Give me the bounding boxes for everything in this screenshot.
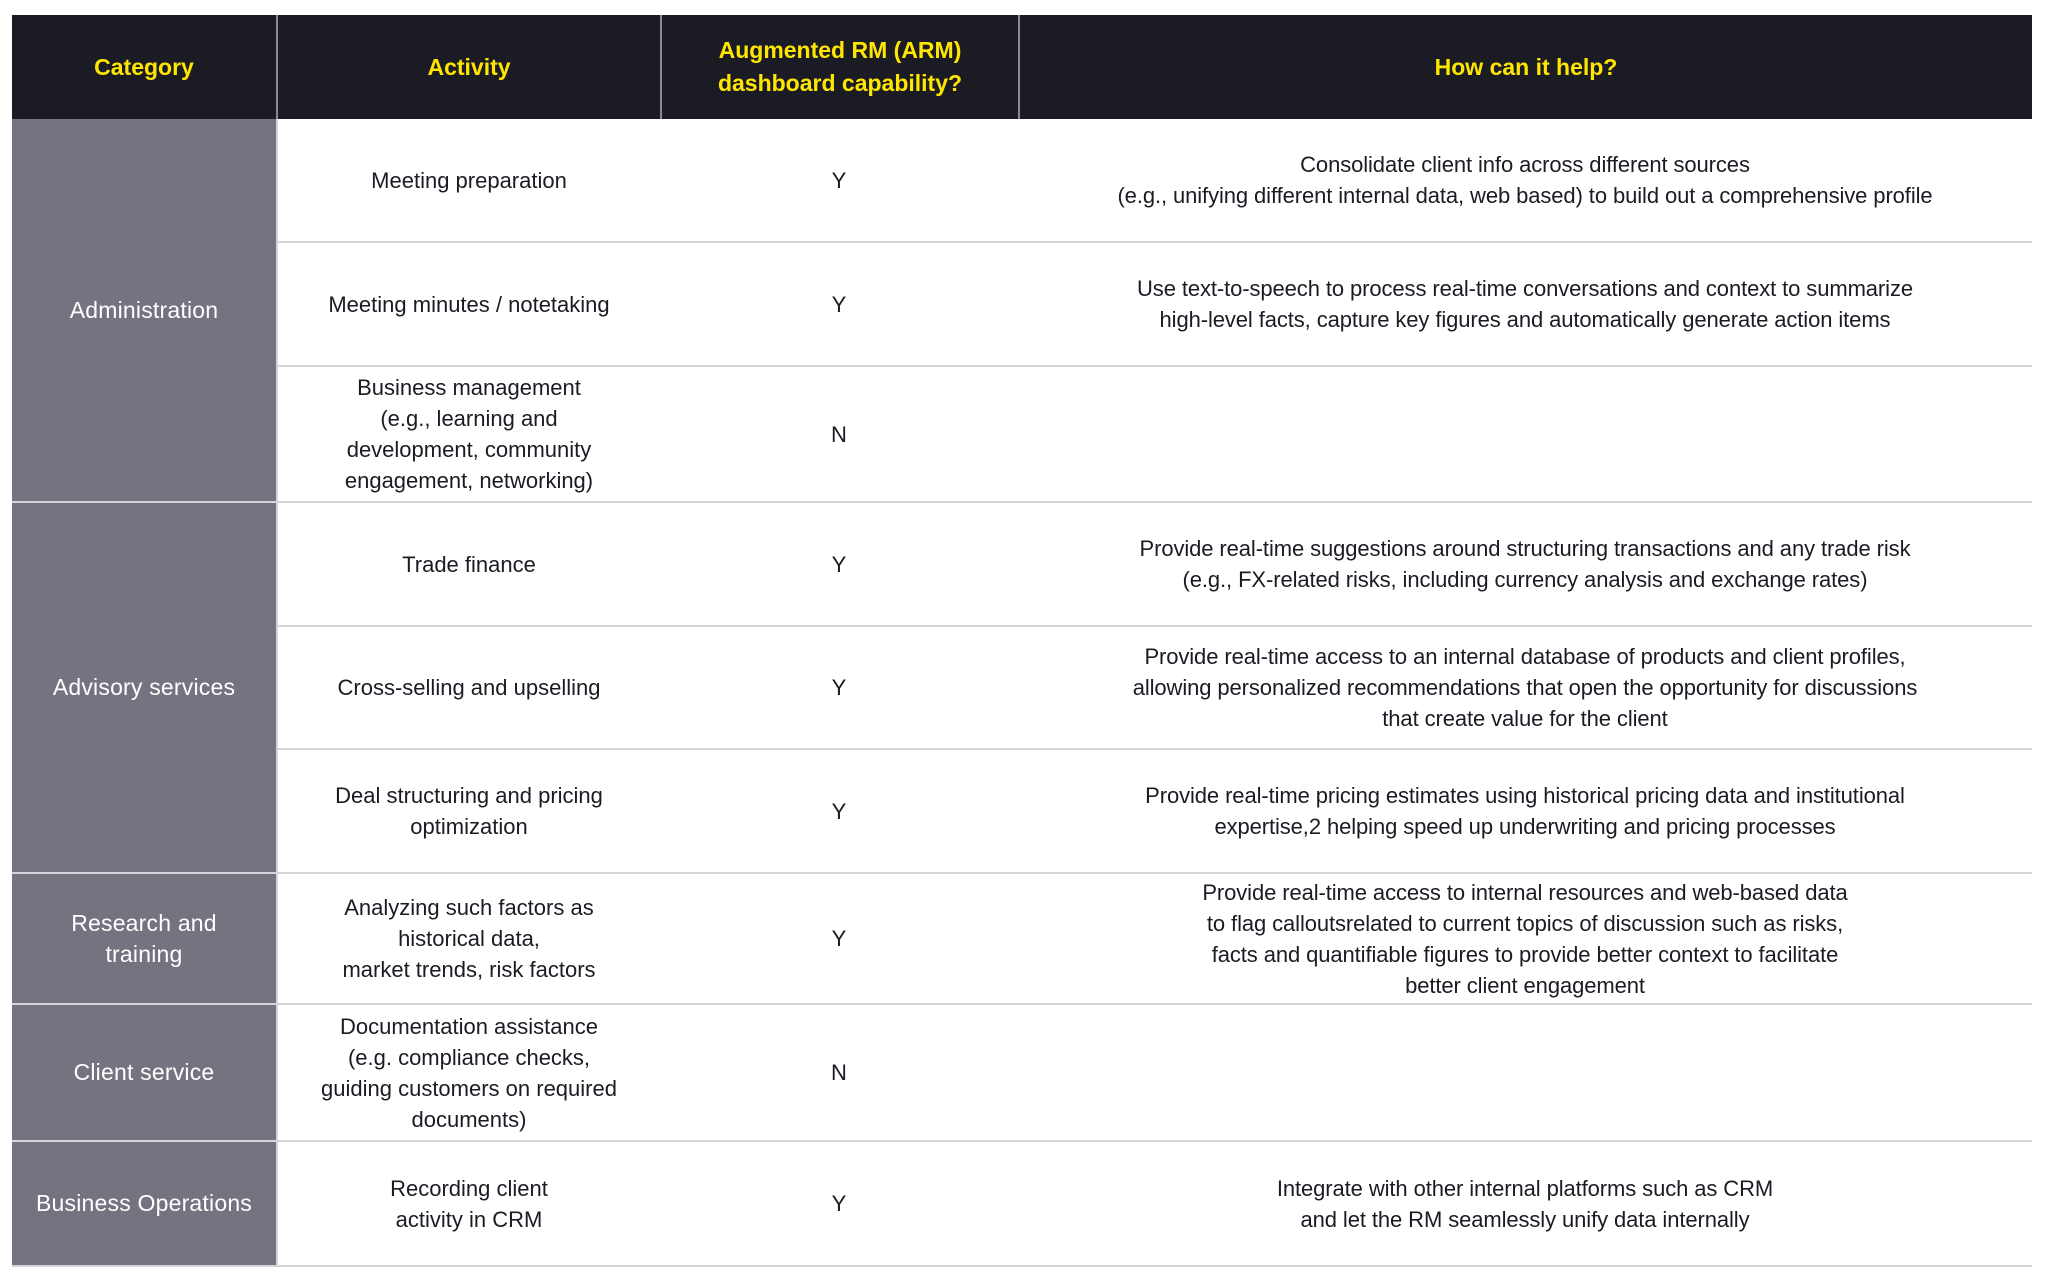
capability-cell: N [660, 1005, 1018, 1142]
capability-cell: Y [660, 243, 1018, 367]
activity-cell: Meeting preparation [276, 119, 660, 243]
activity-cell: Analyzing such factors as historical data, market trends, risk factors [276, 874, 660, 1005]
capability-cell: Y [660, 1142, 1018, 1265]
header-activity: Activity [276, 15, 660, 119]
capability-cell: Y [660, 874, 1018, 1005]
category-administration: Administration [12, 119, 276, 503]
capability-cell: Y [660, 119, 1018, 243]
category-client-service: Client service [12, 1005, 276, 1142]
activity-cell: Business management (e.g., learning and development, community engagement, networking) [276, 367, 660, 503]
capability-cell: Y [660, 627, 1018, 750]
capability-cell: N [660, 367, 1018, 503]
header-how-can-it-help: How can it help? [1018, 15, 2032, 119]
help-cell: Provide real-time suggestions around structuring transactions and any trade risk (e.g., FX-related risks, including currency analysis and exchange rates) [1018, 503, 2032, 627]
help-cell: Provide real-time access to internal resources and web-based data to flag calloutsrelated to current topics of discussion such as risks, facts and quantifiable figures to provide better context to facilitate better client engagement [1018, 874, 2032, 1005]
activity-cell: Documentation assistance (e.g. compliance checks, guiding customers on required documents) [276, 1005, 660, 1142]
header-category: Category [12, 15, 276, 119]
category-business-operations: Business Operations [12, 1142, 276, 1265]
category-research-and-training: Research and training [12, 874, 276, 1005]
activity-cell: Cross-selling and upselling [276, 627, 660, 750]
help-cell: Integrate with other internal platforms such as CRM and let the RM seamlessly unify data internally [1018, 1142, 2032, 1265]
arm-capability-table [12, 15, 2032, 1267]
capability-cell: Y [660, 750, 1018, 874]
help-cell: Provide real-time access to an internal database of products and client profiles, allowing personalized recommendations that open the opportunity for discussions that create value for the client [1018, 627, 2032, 750]
capability-cell: Y [660, 503, 1018, 627]
activity-cell: Deal structuring and pricing optimization [276, 750, 660, 874]
help-cell [1018, 1005, 2032, 1142]
help-cell: Use text-to-speech to process real-time conversations and context to summarize high-level facts, capture key figures and automatically generate action items [1018, 243, 2032, 367]
help-cell: Consolidate client info across different sources (e.g., unifying different internal data, web based) to build out a comprehensive profile [1018, 119, 2032, 243]
help-cell: Provide real-time pricing estimates using historical pricing data and institutional expertise,2 helping speed up underwriting and pricing processes [1018, 750, 2032, 874]
activity-cell: Recording client activity in CRM [276, 1142, 660, 1265]
category-advisory-services: Advisory services [12, 503, 276, 874]
activity-cell: Trade finance [276, 503, 660, 627]
help-cell [1018, 367, 2032, 503]
header-arm-capability: Augmented RM (ARM) dashboard capability? [660, 15, 1018, 119]
activity-cell: Meeting minutes / notetaking [276, 243, 660, 367]
